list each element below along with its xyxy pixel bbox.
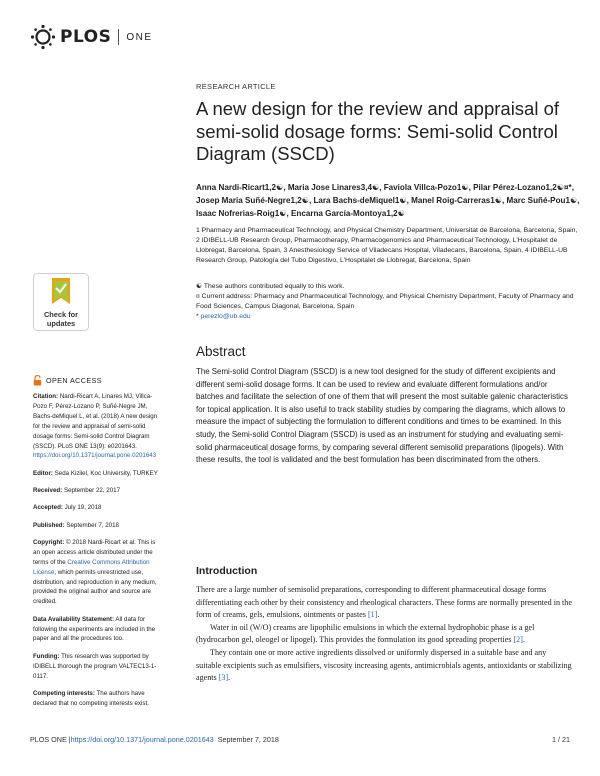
equal-contribution-note: ☯ These authors contributed equally to this work. — [196, 283, 345, 290]
accepted-text: July 19, 2018 — [62, 504, 102, 512]
editor — [33, 469, 161, 479]
reference-link[interactable]: [2] — [513, 635, 523, 645]
check-for-updates-badge[interactable] — [33, 273, 89, 331]
published-label: Published: — [33, 521, 65, 529]
intro-paragraph-end: . — [522, 635, 525, 645]
reference-link[interactable]: [1] — [367, 610, 378, 620]
article-info-sidebar — [33, 392, 161, 716]
intro-paragraph-text: They contain one or more active ingredients dissolved or uniformly dispersed in a suitable base and any suitable excipients such as emulsifiers, viscosity increasing agents, antimicrobials agents, antioxidants or stabilizing agents — [196, 647, 572, 683]
open-access-text: OPEN ACCESS — [46, 376, 102, 385]
corresponding-marker: * — [196, 312, 201, 320]
competing-interests-label: Competing interests: — [33, 689, 95, 697]
intro-paragraph-text: Water in oil (W/O) creams are lipophilic emulsions in which the external hydrophobic phase is a gel (hydrocarbon gel, oleogel or lipogel). This provides the formulation its good spreading properties — [196, 622, 535, 645]
data-availability — [33, 615, 161, 645]
data-availability-label: Data Availability Statement: — [33, 615, 115, 623]
funding — [33, 652, 161, 682]
intro-paragraph — [196, 647, 572, 685]
reference-link[interactable]: [3] — [218, 673, 229, 683]
citation-text: Nardi-Ricart A, Linares MJ, Villca-Pozo F, Pérez-Lozano P, Suñé-Negre JM, Bachs-deMiquel L, et al. (2018) A new design for the review and appraisal of semi-solid dosage forms: Semi-solid Control Diagram (SSCD). PLoS ONE 13(9): e0201643. — [33, 393, 158, 450]
intro-paragraph-end: . — [377, 610, 380, 620]
journal-name: ONE — [126, 31, 153, 43]
article-type: RESEARCH ARTICLE — [196, 82, 276, 91]
accepted-label: Accepted: — [33, 504, 63, 512]
received-date — [33, 486, 161, 496]
funding-label: Funding: — [33, 652, 60, 660]
introduction-body — [196, 584, 572, 685]
affiliations: 1 Pharmacy and Pharmaceutical Technology, and Physical Chemistry Department, Universitat de Barcelona, Barcelona, Spain, 2 IDIBELL-UB Research Group, Pharmacotherapy, Pharmacogenomics and Pharmaceutical Technology, L'Hospitalet de Llobregat, Barcelona, Spain, 3 Anesthesiology Service of Viladecans Hospital, Viladecans, Barcelona, Spain, 4 IDIBELL-UB Research Group, Patología del Tubo Digestivo, L'Hospitalet de Llobregat, Barcelona, Spain — [196, 227, 578, 264]
license-link[interactable]: Creative Commons Attribution License — [33, 558, 150, 576]
journal-logo — [30, 24, 153, 50]
intro-paragraph-end: . — [228, 673, 231, 683]
copyright-text: © 2018 Nardi-Ricart et al. This is an open access article distributed under the terms of the — [33, 538, 156, 566]
abstract-text: The Semi-solid Control Diagram (SSCD) is a new tool designed for the study of different excipients and different semi-solid dosage forms. It can be used to review and evaluate different formulations and/or batches and facilitate the selection of one of them that will present the most suitable galenic characteristics for topical application. It is also useful to track stability studies by comparing the diagrams, which allows to measure the impact of subjecting the formulation to different conditions and times to be examined. In this study, the Semi-solid Control Diagram (SSCD) is used as an instrument for studying and evaluating semi-solid pharmaceutical dosage forms, by comparing several different semisolid preparations (lipogels). With these results, the tool is validated and the best formulation has been discriminated from the others. — [196, 367, 568, 465]
introduction-heading: Introduction — [196, 565, 258, 577]
badge-line1: Check for — [43, 310, 79, 319]
competing-interests — [33, 689, 161, 709]
page-number: 1 / 21 — [552, 735, 570, 744]
editor-label: Editor: — [33, 469, 53, 477]
footer-date: September 7, 2018 — [213, 735, 279, 744]
published-date — [33, 521, 161, 531]
footer-doi-link[interactable]: https://doi.org/10.1371/journal.pone.0201643 — [70, 735, 214, 744]
corresponding-email-link[interactable]: perezlo@ub.edu — [200, 312, 251, 320]
accepted-date — [33, 503, 161, 513]
plos-logo-mark-icon — [30, 24, 56, 50]
intro-paragraph — [196, 622, 572, 647]
intro-paragraph-text: There are a large number of semisolid preparations, corresponding to different pharmaceutical dosage forms differentiating each other by their consistency and rheological characters. These forms are normally presented in the form of creams, gels, emulsions, ointments or pastes — [196, 585, 572, 620]
copyright-text-end: , which permits unrestricted use, distribution, and reproduction in any medium, provided the original author and source are credited. — [33, 568, 157, 606]
editor-text: Seda Kizilel, Koc University, TURKEY — [52, 469, 158, 477]
open-lock-icon — [33, 375, 42, 386]
funding-text: This research was supported by IDIBELL thorough the program VALTEC13-1-0117. — [33, 652, 157, 680]
copyright — [33, 538, 161, 607]
logo-divider — [118, 29, 119, 45]
badge-line2: updates — [46, 319, 76, 328]
abstract-heading: Abstract — [196, 344, 246, 359]
published-text: September 7, 2018 — [64, 521, 119, 529]
author-notes — [196, 282, 581, 322]
citation — [33, 392, 161, 461]
citation-label: Citation: — [33, 393, 59, 400]
received-label: Received: — [33, 487, 63, 495]
current-address-note: ¤ Current address: Pharmacy and Pharmaceutical Technology, and Physical Chemistry Department, Faculty of Pharmacy and Food Sciences, Campus Diagonal, Barcelona, Spain — [196, 292, 574, 310]
author-list: Anna Nardi-Ricart1,2☯, Maria Jose Linares3,4☯, Faviola Villca-Pozo1☯, Pilar Pérez-Lozano1,2☯¤*, Josep Maria Suñé-Negre1,2☯, Lara Bachs-deMiquel1☯, Manel Roig-Carreras1☯, Marc Suñé-Pou1☯, Isaac Nofrerias-Roig1☯, Encarna García-Montoya1,2☯ — [196, 183, 580, 218]
open-access-label — [33, 375, 102, 386]
received-text: September 22, 2017 — [62, 487, 121, 495]
page-footer — [30, 735, 570, 744]
data-availability-text: All data for following the experiments are included in the paper and all the procedures too. — [33, 615, 156, 643]
copyright-label: Copyright: — [33, 538, 65, 546]
article-title: A new design for the review and appraisal of semi-solid dosage forms: Semi-solid Control Diagram (SSCD) — [196, 98, 560, 164]
journal-logo-text: PLOS — [60, 27, 112, 47]
intro-paragraph — [196, 584, 572, 622]
citation-doi-link[interactable]: https://doi.org/10.1371/journal.pone.0201643 — [33, 452, 157, 460]
corresponding-author-note — [196, 312, 581, 322]
footer-journal: PLOS ONE | — [30, 735, 71, 744]
competing-interests-text: The authors have declared that no competing interests exist. — [33, 689, 149, 707]
